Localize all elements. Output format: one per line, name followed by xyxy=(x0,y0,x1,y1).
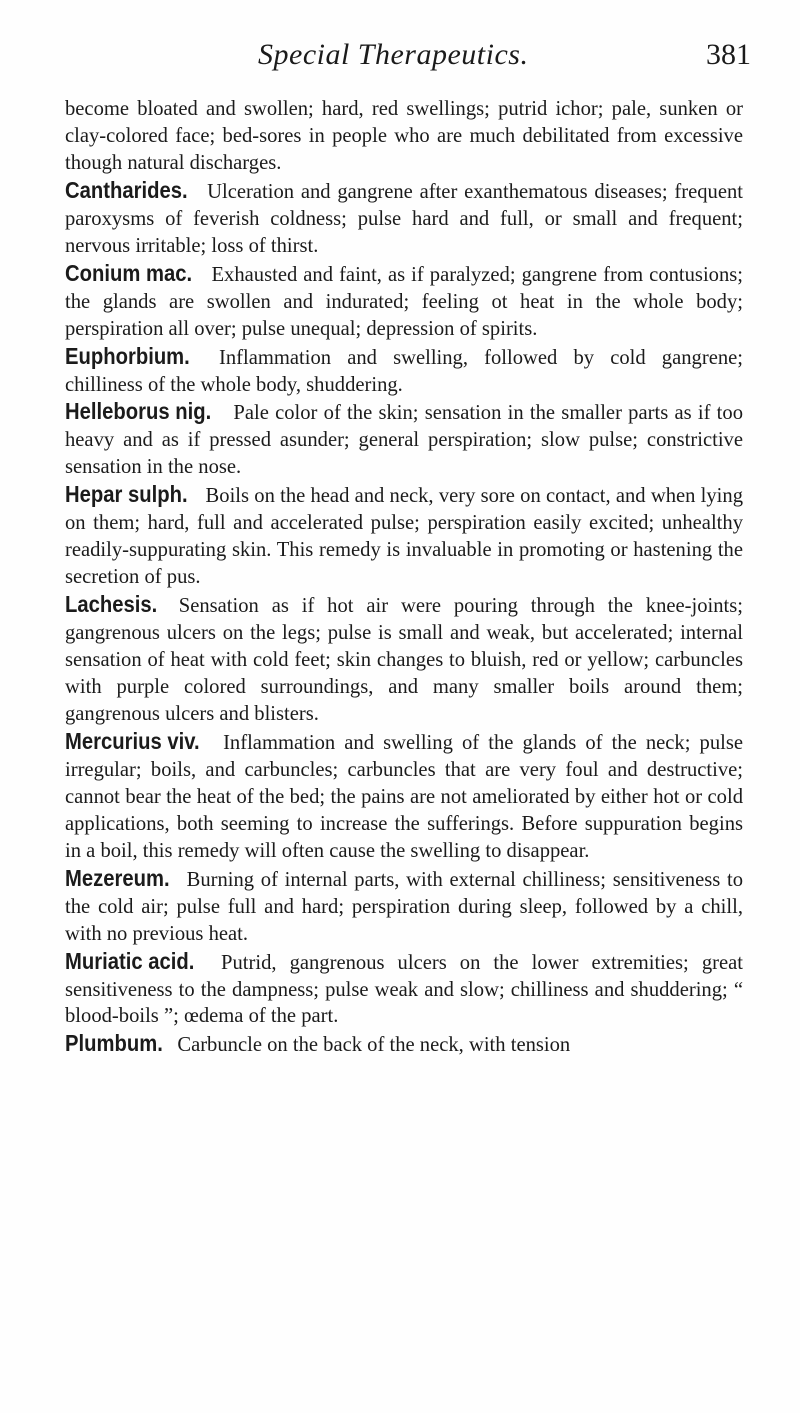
remedy-entry xyxy=(65,1030,743,1059)
remedy-entry xyxy=(65,948,743,1031)
remedy-name: Helleborus nig. xyxy=(65,398,212,425)
remedy-name: Mezereum. xyxy=(65,864,170,891)
remedy-name: Mercurius viv. xyxy=(65,727,200,754)
running-title: Special Therapeutics. xyxy=(258,38,529,71)
remedy-description: Inflammation and swelling, followed by cold gangrene; chilliness of the whole body, shuddering. xyxy=(65,346,743,396)
remedy-description: Boils on the head and neck, very sore on contact, and when lying on them; hard, full and accelerated pulse; perspiration easily excited; unhealthy readily-suppurating skin. This remedy is invaluable in promoting or hastening the secretion of pus. xyxy=(65,485,743,589)
remedy-name: Lachesis. xyxy=(65,591,158,618)
remedy-entry xyxy=(65,177,743,260)
remedy-entry xyxy=(65,591,743,728)
remedy-entry xyxy=(65,728,743,865)
page-number: 381 xyxy=(706,38,751,71)
remedy-name: Conium mac. xyxy=(65,259,193,286)
remedy-name: Euphorbium. xyxy=(65,342,190,369)
remedy-entry xyxy=(65,343,743,399)
remedy-name: Cantharides. xyxy=(65,176,188,203)
remedy-name: Muriatic acid. xyxy=(65,947,195,974)
remedy-description: Putrid, gangrenous ulcers on the lower extremities; great sensitiveness to the dampness; pulse weak and slow; chilliness and shuddering; “ blood-boils ”; œdema of the part. xyxy=(65,951,743,1028)
intro-paragraph: become bloated and swollen; hard, red swellings; putrid ichor; pale, sunken or clay-colored face; bed-sores in people who are much debilitated from excessive though natural discharges. xyxy=(65,98,743,174)
remedy-description: Exhausted and faint, as if paralyzed; gangrene from contusions; the glands are swollen and indurated; feeling ot heat in the whole body; perspiration all over; pulse unequal; depression of spirits. xyxy=(65,263,743,340)
remedy-name: Plumbum. xyxy=(65,1030,163,1057)
remedy-description: Ulceration and gangrene after exanthematous diseases; frequent paroxysms of feverish coldness; pulse hard and full, or small and frequent; nervous irritable; loss of thirst. xyxy=(65,180,743,257)
body-text xyxy=(65,96,743,1059)
remedy-entry xyxy=(65,865,743,948)
remedy-entry xyxy=(65,260,743,343)
remedy-description: Sensation as if hot air were pouring through the knee-joints; gangrenous ulcers on the legs; pulse is small and weak, but accelerated; internal sensation of heat with cold feet; skin changes to bluish, red or yellow; carbuncles with purple colored surroundings, and many smaller boils around them; gangrenous ulcers and blisters. xyxy=(65,595,744,725)
remedy-description: Pale color of the skin; sensation in the smaller parts as if too heavy and as if pressed asunder; general perspiration; slow pulse; constrictive sensation in the nose. xyxy=(65,402,743,479)
remedy-description: Burning of internal parts, with external chilliness; sensitiveness to the cold air; pulse full and hard; perspiration during sleep, followed by a chill, with no previous heat. xyxy=(65,868,743,945)
remedy-name: Hepar sulph. xyxy=(65,481,188,508)
remedy-entry xyxy=(65,481,743,591)
remedy-description: Inflammation and swelling of the glands of the neck; pulse irregular; boils, and carbuncles; carbuncles that are very foul and destructive; cannot bear the heat of the bed; the pains are not ameliorated by either hot or cold applications, both seeming to increase the sufferings. Before suppuration begins in a boil, this remedy will often cause the swelling to disappear. xyxy=(65,731,743,862)
page-header xyxy=(0,38,800,78)
remedy-entry xyxy=(65,398,743,481)
remedy-description: Carbuncle on the back of the neck, with tension xyxy=(177,1034,571,1057)
